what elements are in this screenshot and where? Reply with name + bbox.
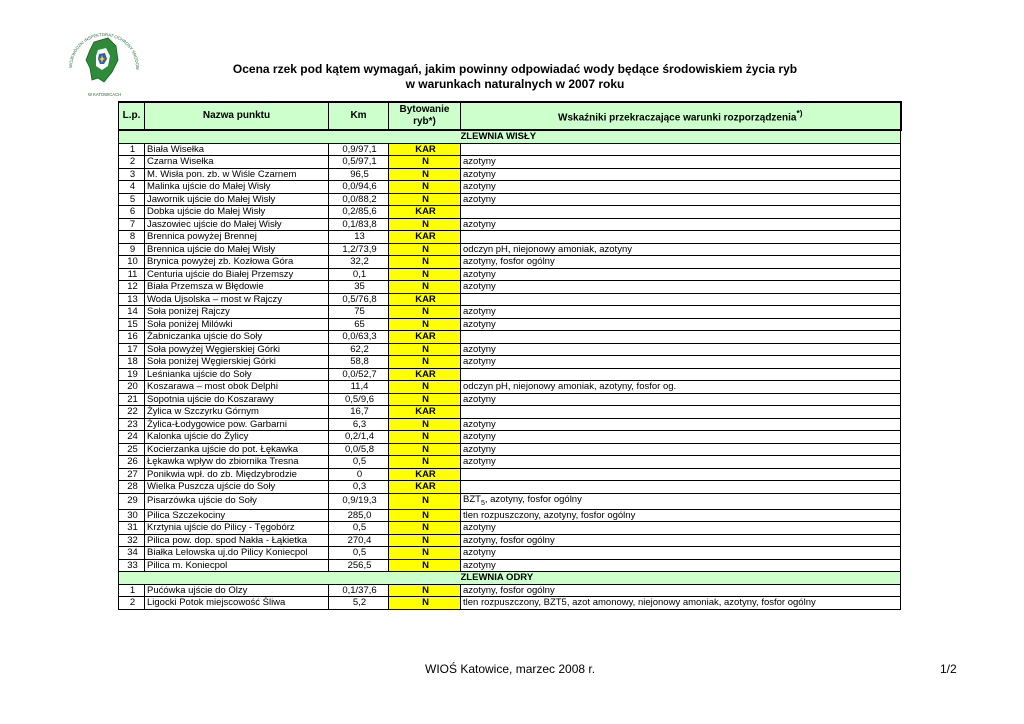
cell-lp: 3 [119,168,145,181]
cell-lp: 32 [119,534,145,547]
document-title-line2: w warunkach naturalnych w 2007 roku [405,77,625,91]
cell-name: Soła poniżej Rajczy [145,306,329,319]
cell-km: 0,9/97,1 [329,143,389,156]
cell-indicators: azotyny [461,559,901,572]
cell-indicators: azotyny, fosfor ogólny [461,534,901,547]
cell-indicators [461,206,901,219]
table-row [119,534,901,547]
cell-fish-status: N [389,456,461,469]
cell-name: Soła poniżej Węgierskiej Górki [145,356,329,369]
cell-km: 0,5/9,6 [329,393,389,406]
cell-lp: 22 [119,406,145,419]
table-row [119,343,901,356]
table-row [119,597,901,610]
cell-lp: 19 [119,368,145,381]
cell-lp: 2 [119,597,145,610]
cell-fish-status: N [389,318,461,331]
cell-lp: 4 [119,181,145,194]
cell-fish-status: N [389,522,461,535]
cell-km: 96,5 [329,168,389,181]
cell-km: 32,2 [329,256,389,269]
table-header-row [119,102,901,130]
cell-lp: 34 [119,547,145,560]
cell-fish-status: N [389,418,461,431]
cell-fish-status: KAR [389,331,461,344]
cell-name: Żabniczanka ujście do Soły [145,331,329,344]
table-row [119,468,901,481]
table-row [119,356,901,369]
cell-indicators: azotyny, fosfor ogólny [461,256,901,269]
cell-indicators: azotyny [461,268,901,281]
cell-name: Ligocki Potok miejscowość Śliwa [145,597,329,610]
cell-fish-status: N [389,268,461,281]
cell-fish-status: N [389,343,461,356]
table-row [119,509,901,522]
cell-km: 0,2/1,4 [329,431,389,444]
header-fish-line1: Bytowanie [399,104,450,115]
cell-indicators: odczyn pH, niejonowy amoniak, azotyny, fosfor og. [461,381,901,394]
cell-name: Wielka Puszcza ujście do Soły [145,481,329,494]
cell-lp: 28 [119,481,145,494]
cell-name: M. Wisła pon. zb. w Wiśle Czarnem [145,168,329,181]
table-row [119,256,901,269]
cell-fish-status: N [389,356,461,369]
cell-lp: 6 [119,206,145,219]
table-row [119,547,901,560]
cell-km: 285,0 [329,509,389,522]
page-number: 1/2 [940,662,957,676]
header-name: Nazwa punktu [145,102,329,130]
cell-fish-status: N [389,168,461,181]
cell-name: Łękawka wpływ do zbiornika Tresna [145,456,329,469]
cell-indicators: azotyny [461,218,901,231]
wios-logo [58,20,150,100]
cell-lp: 13 [119,293,145,306]
cell-lp: 7 [119,218,145,231]
cell-name: Kocierzanka ujście do pot. Łękawka [145,443,329,456]
cell-lp: 24 [119,431,145,444]
cell-name: Soła powyżej Węgierskiej Górki [145,343,329,356]
cell-fish-status: N [389,218,461,231]
table-row [119,231,901,244]
indicator-text: BZT [463,493,481,505]
cell-km: 1,2/73,9 [329,243,389,256]
cell-fish-status: KAR [389,481,461,494]
svg-text:W KATOWICACH: W KATOWICACH [88,92,122,97]
cell-name: Pilica Szczekociny [145,509,329,522]
cell-lp: 5 [119,193,145,206]
cell-fish-status: KAR [389,293,461,306]
cell-fish-status: N [389,256,461,269]
cell-indicators: azotyny [461,168,901,181]
cell-lp: 14 [119,306,145,319]
cell-lp: 15 [119,318,145,331]
cell-name: Soła poniżej Milówki [145,318,329,331]
table-row [119,268,901,281]
table-row [119,181,901,194]
cell-name: Sopotnia ujście do Koszarawy [145,393,329,406]
cell-lp: 18 [119,356,145,369]
cell-km: 0,1/37,6 [329,584,389,597]
cell-lp: 10 [119,256,145,269]
cell-km: 0,9/19,3 [329,493,389,509]
section-spacer [119,130,461,143]
cell-indicators: tlen rozpuszczony, azotyny, fosfor ogólny [461,509,901,522]
cell-lp: 26 [119,456,145,469]
cell-indicators: azotyny [461,281,901,294]
cell-indicators: azotyny [461,156,901,169]
cell-name: Krztynia ujście do Pilicy - Tęgobórz [145,522,329,535]
cell-name: Brennica ujście do Małej Wisły [145,243,329,256]
cell-indicators: azotyny [461,522,901,535]
cell-km: 0,5/97,1 [329,156,389,169]
cell-lp: 29 [119,493,145,509]
cell-km: 0,0/5,8 [329,443,389,456]
cell-km: 0,5 [329,547,389,560]
footer-left: WIOŚ Katowice, marzec 2008 r. [425,662,596,676]
table-row [119,243,901,256]
cell-name: Koszarawa – most obok Delphi [145,381,329,394]
cell-fish-status: N [389,547,461,560]
cell-indicators [461,468,901,481]
cell-km: 270,4 [329,534,389,547]
cell-indicators: azotyny [461,547,901,560]
cell-fish-status: KAR [389,406,461,419]
header-fish [389,102,461,130]
table-row [119,168,901,181]
cell-name: Pućówka ujście do Olzy [145,584,329,597]
cell-fish-status: N [389,381,461,394]
header-fish-line2: ryb*) [413,116,436,127]
cell-indicators: azotyny [461,393,901,406]
cell-fish-status: KAR [389,231,461,244]
table-row [119,281,901,294]
table-row [119,331,901,344]
cell-km: 0,3 [329,481,389,494]
cell-indicators [461,481,901,494]
cell-name: Leśnianka ujście do Soły [145,368,329,381]
table-row [119,522,901,535]
cell-indicators: azotyny [461,306,901,319]
cell-fish-status: N [389,281,461,294]
cell-lp: 11 [119,268,145,281]
table-row [119,206,901,219]
cell-lp: 17 [119,343,145,356]
cell-indicators: azotyny [461,343,901,356]
cell-indicators: azotyny [461,318,901,331]
cell-fish-status: N [389,431,461,444]
cell-indicators [461,406,901,419]
cell-lp: 12 [119,281,145,294]
cell-fish-status: N [389,443,461,456]
cell-fish-status: KAR [389,368,461,381]
cell-km: 6,3 [329,418,389,431]
cell-indicators [461,368,901,381]
cell-name: Brynica powyżej zb. Kozłowa Góra [145,256,329,269]
cell-km: 0,5 [329,456,389,469]
table-row [119,306,901,319]
table-row [119,393,901,406]
cell-km: 65 [329,318,389,331]
cell-name: Jawornik ujście do Małej Wisły [145,193,329,206]
cell-indicators: azotyny [461,456,901,469]
cell-lp: 9 [119,243,145,256]
table-row [119,218,901,231]
cell-indicators: tlen rozpuszczony, BZT5, azot amonowy, niejonowy amoniak, azotyny, fosfor ogólny [461,597,901,610]
cell-km: 5,2 [329,597,389,610]
table-row [119,493,901,509]
table-row [119,418,901,431]
table-row [119,318,901,331]
rivers-table [118,101,902,610]
cell-name: Pilica pow. dop. spod Nakła - Łąkietka [145,534,329,547]
table-row [119,481,901,494]
cell-lp: 2 [119,156,145,169]
table-row [119,406,901,419]
cell-indicators [461,293,901,306]
table-row [119,293,901,306]
table-row [119,559,901,572]
cell-fish-status: N [389,597,461,610]
cell-indicators: azotyny [461,193,901,206]
cell-name: Biała Wisełka [145,143,329,156]
cell-fish-status: N [389,393,461,406]
cell-km: 0,5/76,8 [329,293,389,306]
cell-km: 58,8 [329,356,389,369]
cell-km: 0,0/88,2 [329,193,389,206]
cell-km: 75 [329,306,389,319]
cell-name: Malinka ujście do Małej Wisły [145,181,329,194]
cell-lp: 20 [119,381,145,394]
indicator-subscript: 5 [480,499,485,507]
cell-indicators: azotyny [461,418,901,431]
cell-lp: 30 [119,509,145,522]
cell-fish-status: KAR [389,143,461,156]
cell-km: 11,4 [329,381,389,394]
cell-fish-status: KAR [389,206,461,219]
cell-km: 0,1/83,8 [329,218,389,231]
section-spacer [119,572,461,585]
cell-km: 0,5 [329,522,389,535]
cell-name: Brennica powyżej Brennej [145,231,329,244]
cell-name: Centuria ujście do Białej Przemszy [145,268,329,281]
cell-km: 62,2 [329,343,389,356]
table-row [119,443,901,456]
svg-text:WOJEWÓDZKI INSPEKTORAT OCHRONY: WOJEWÓDZKI INSPEKTORAT OCHRONY ŚRODOW [67,31,141,70]
cell-km: 13 [329,231,389,244]
cell-km: 16,7 [329,406,389,419]
cell-fish-status: N [389,156,461,169]
cell-lp: 25 [119,443,145,456]
cell-fish-status: N [389,559,461,572]
table-row [119,156,901,169]
cell-fish-status: N [389,534,461,547]
cell-lp: 27 [119,468,145,481]
cell-km: 0 [329,468,389,481]
cell-km: 0,0/52,7 [329,368,389,381]
cell-km: 0,2/85,6 [329,206,389,219]
cell-indicators [461,231,901,244]
cell-indicators: azotyny [461,431,901,444]
cell-indicators [461,143,901,156]
cell-km: 35 [329,281,389,294]
table-row [119,431,901,444]
cell-fish-status: N [389,509,461,522]
cell-fish-status: KAR [389,468,461,481]
cell-km: 0,0/63,3 [329,331,389,344]
table-row [119,193,901,206]
header-indicators-sup: *) [796,108,803,119]
cell-indicators: azotyny [461,443,901,456]
header-km: Km [329,102,389,130]
cell-name: Żylica-Łodygowice pow. Garbarni [145,418,329,431]
cell-indicators [461,331,901,344]
cell-fish-status: N [389,181,461,194]
cell-lp: 1 [119,584,145,597]
cell-name: Pisarzówka ujście do Soły [145,493,329,509]
section-title: ZLEWNIA ODRY [461,572,901,585]
cell-name: Dobka ujście do Małej Wisły [145,206,329,219]
cell-name: Biała Przemsza w Błędowie [145,281,329,294]
section-title: ZLEWNIA WISŁY [461,130,901,143]
cell-fish-status: N [389,243,461,256]
cell-km: 0,0/94,6 [329,181,389,194]
document-title-line1: Ocena rzek pod kątem wymagań, jakim powinny odpowiadać wody będące środowiskiem życia ryb [232,62,798,76]
table-row [119,143,901,156]
header-indicators-text: Wskaźniki przekraczające warunki rozporządzenia [558,112,797,124]
cell-name: Woda Ujsolska – most w Rajczy [145,293,329,306]
header-indicators [461,102,901,130]
section-header-row [119,130,901,143]
cell-indicators: azotyny [461,356,901,369]
cell-indicators: azotyny, fosfor ogólny [461,584,901,597]
cell-indicators: azotyny [461,181,901,194]
section-header-row [119,572,901,585]
cell-indicators: odczyn pH, niejonowy amoniak, azotyny [461,243,901,256]
cell-name: Jaszowiec ujście do Małej Wisły [145,218,329,231]
cell-name: Pilica m. Koniecpol [145,559,329,572]
indicator-text-rest: , azotyny, fosfor ogólny [484,493,582,505]
table-row [119,368,901,381]
table-row [119,584,901,597]
cell-lp: 31 [119,522,145,535]
table-row [119,456,901,469]
cell-lp: 21 [119,393,145,406]
cell-km: 256,5 [329,559,389,572]
cell-name: Czarna Wisełka [145,156,329,169]
cell-lp: 33 [119,559,145,572]
cell-fish-status: N [389,193,461,206]
header-lp: L.p. [119,102,145,130]
table-row [119,381,901,394]
cell-name: Kalonka ujście do Żylicy [145,431,329,444]
cell-indicators [461,493,901,509]
cell-name: Białka Lelowska uj.do Pilicy Koniecpol [145,547,329,560]
cell-lp: 23 [119,418,145,431]
cell-fish-status: N [389,584,461,597]
cell-name: Ponikwia wpł. do zb. Międzybrodzie [145,468,329,481]
cell-fish-status: N [389,493,461,509]
cell-km: 0,1 [329,268,389,281]
cell-lp: 8 [119,231,145,244]
cell-name: Żylica w Szczyrku Górnym [145,406,329,419]
cell-lp: 1 [119,143,145,156]
cell-lp: 16 [119,331,145,344]
cell-fish-status: N [389,306,461,319]
